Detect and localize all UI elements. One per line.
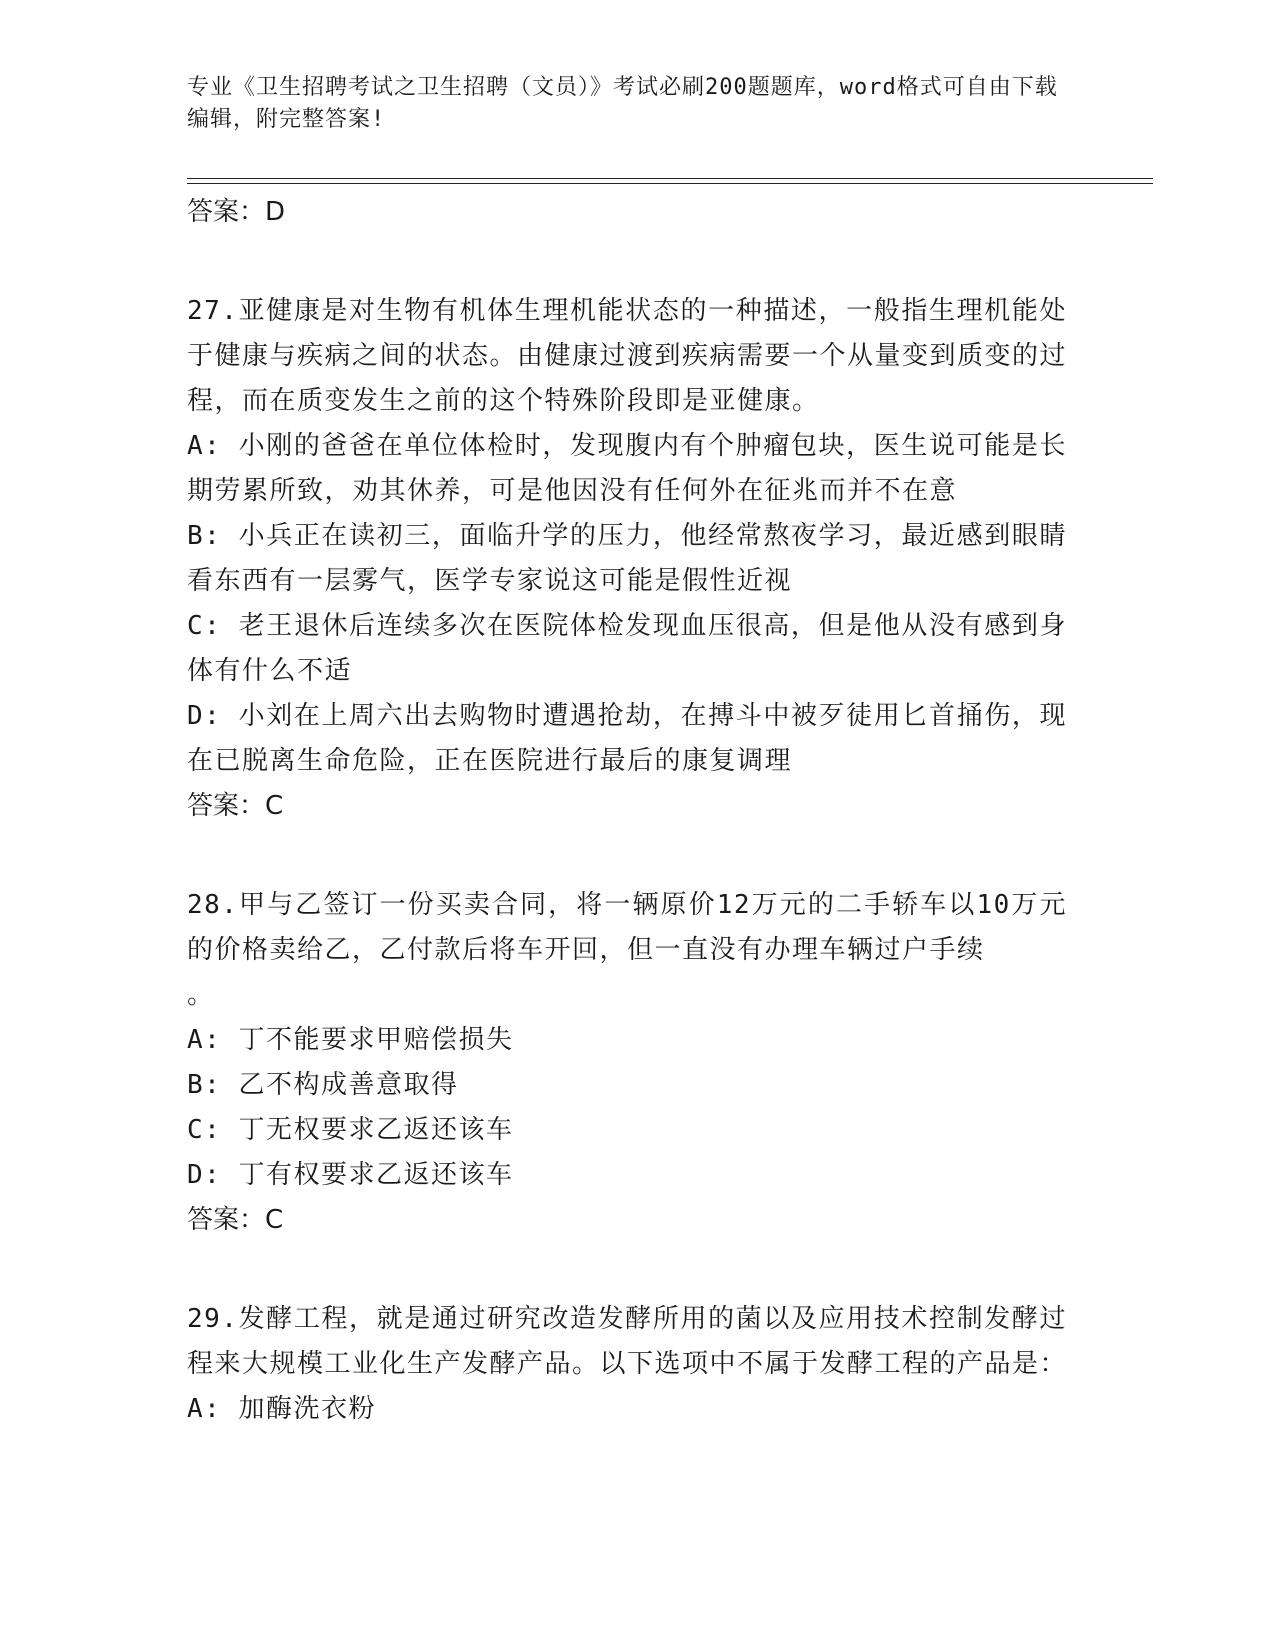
spacer bbox=[187, 829, 1067, 883]
option-d: D: 小刘在上周六出去购物时遭遇抢劫，在搏斗中被歹徒用匕首捅伤，现在已脱离生命危险，正在医院进行最后的康复调理 bbox=[187, 701, 1067, 776]
question-stem: 27.亚健康是对生物有机体生理机能状态的一种描述，一般指生理机能处于健康与疾病之间的状态。由健康过渡到疾病需要一个从量变到质变的过程，而在质变发生之前的这个特殊阶段即是亚健康。 bbox=[187, 296, 1068, 416]
spacer bbox=[187, 235, 1067, 289]
question-stem: 29.发酵工程，就是通过研究改造发酵所用的菌以及应用技术控制发酵过程来大规模工业化生产发酵产品。以下选项中不属于发酵工程的产品是： bbox=[187, 1304, 1068, 1379]
question-28 bbox=[187, 883, 1067, 1243]
option-d: D: 丁有权要求乙返还该车 bbox=[187, 1160, 514, 1190]
header-rule-top bbox=[187, 178, 1153, 179]
answer-line: 答案：C bbox=[187, 1205, 284, 1235]
page-header: 专业《卫生招聘考试之卫生招聘（文员）》考试必刷200题题库，word格式可自由下载编辑，附完整答案! bbox=[187, 75, 1058, 132]
option-a: A: 加酶洗衣粉 bbox=[187, 1394, 376, 1424]
question-stem-tail: 。 bbox=[187, 980, 215, 1010]
document-body bbox=[187, 190, 1067, 1432]
option-c: C: 老王退休后连续多次在医院体检发现血压很高，但是他从没有感到身体有什么不适 bbox=[187, 611, 1067, 686]
answer-line: 答案：D bbox=[187, 197, 286, 227]
answer-line: 答案：C bbox=[187, 791, 284, 821]
header-rule-bottom bbox=[187, 183, 1153, 184]
question-stem: 28.甲与乙签订一份买卖合同，将一辆原价12万元的二手轿车以10万元的价格卖给乙，乙付款后将车开回，但一直没有办理车辆过户手续 bbox=[187, 890, 1067, 965]
option-a: A: 丁不能要求甲赔偿损失 bbox=[187, 1025, 514, 1055]
spacer bbox=[187, 1243, 1067, 1297]
option-c: C: 丁无权要求乙返还该车 bbox=[187, 1115, 514, 1145]
question-29 bbox=[187, 1297, 1067, 1432]
option-b: B: 乙不构成善意取得 bbox=[187, 1070, 459, 1100]
option-a: A: 小刚的爸爸在单位体检时，发现腹内有个肿瘤包块，医生说可能是长期劳累所致，劝其休养，可是他因没有任何外在征兆而并不在意 bbox=[187, 431, 1067, 506]
question-27 bbox=[187, 289, 1067, 829]
option-b: B: 小兵正在读初三，面临升学的压力，他经常熬夜学习，最近感到眼睛看东西有一层雾气，医学专家说这可能是假性近视 bbox=[187, 521, 1067, 596]
